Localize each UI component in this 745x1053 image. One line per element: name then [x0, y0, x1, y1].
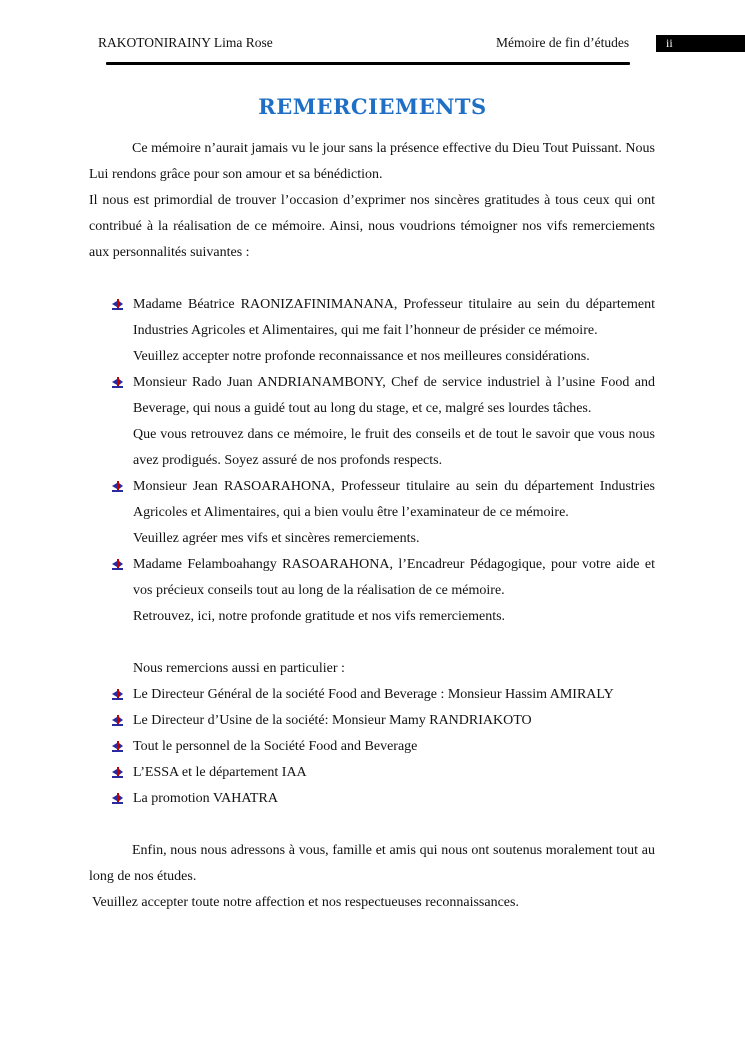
spacer: [89, 630, 655, 656]
list-item: [89, 760, 655, 786]
thanked-entity: L’ESSA et le département IAA: [133, 765, 307, 780]
document-body: [89, 136, 655, 916]
person-description: Monsieur Jean RASOARAHONA, Professeur titulaire au sein du département Industries Agricoles et Alimentaires, qui a bien voulu être l’examinateur de ce mémoire.: [133, 479, 655, 520]
person-description: Monsieur Rado Juan ANDRIANAMBONY, Chef de service industriel à l’usine Food and Beverage, qui nous a guidé tout au long du stage, et ce, malgré ses lourdes tâches.: [133, 375, 655, 416]
page-title: REMERCIEMENTS: [258, 94, 487, 119]
person-note: Veuillez accepter notre profonde reconnaissance et nos meilleures considérations.: [133, 349, 590, 364]
list-item: [89, 474, 655, 552]
thanked-entity: Le Directeur d’Usine de la société: Monsieur Mamy RANDRIAKOTO: [133, 713, 532, 728]
also-thanked-list: [89, 682, 655, 812]
list-item: [89, 552, 655, 630]
thanked-entity: Tout le personnel de la Société Food and Beverage: [133, 739, 418, 754]
thanked-entity: La promotion VAHATRA: [133, 791, 278, 806]
person-description: Madame Felamboahangy RASOARAHONA, l’Encadreur Pédagogique, pour votre aide et vos précieux conseils tout au long de la réalisation de ce mémoire.: [133, 557, 655, 598]
bullet-arrow-icon: [111, 480, 124, 493]
list-item: [89, 370, 655, 474]
header-rule: [106, 62, 630, 65]
person-description: Madame Béatrice RAONIZAFINIMANANA, Professeur titulaire au sein du département Industries Agricoles et Alimentaires, qui me fait l’honneur de présider ce mémoire.: [133, 297, 655, 338]
list-item: [89, 786, 655, 812]
person-note: Que vous retrouvez dans ce mémoire, le fruit des conseils et de tout le savoir que vous nous avez prodigués. Soyez assuré de nos profonds respects.: [133, 427, 655, 468]
also-intro: Nous remercions aussi en particulier :: [133, 661, 345, 676]
list-item: [89, 682, 655, 708]
page-number: ii: [666, 36, 673, 50]
bullet-arrow-icon: [111, 376, 124, 389]
person-note: Retrouvez, ici, notre profonde gratitude et nos vifs remerciements.: [133, 609, 506, 624]
person-note: Veuillez agréer mes vifs et sincères remerciements.: [133, 531, 420, 546]
header-document-title: Mémoire de fin d’études: [496, 35, 630, 50]
bullet-arrow-icon: [111, 792, 124, 805]
page-number-badge: [656, 35, 745, 52]
intro-paragraph-2: Il nous est primordial de trouver l’occasion d’exprimer nos sincères gratitudes à tous ceux qui ont contribué à la réalisation de ce mémoire. Ainsi, nous voudrions témoigner nos vifs remerciements aux personnalités suivantes :: [89, 193, 655, 260]
list-item: [89, 292, 655, 370]
bullet-arrow-icon: [111, 740, 124, 753]
closing-paragraph-2: Veuillez accepter toute notre affection et nos respectueuses reconnaissances.: [92, 895, 519, 910]
bullet-arrow-icon: [111, 558, 124, 571]
bullet-arrow-icon: [111, 714, 124, 727]
list-item: [89, 734, 655, 760]
closing-paragraph-1: Enfin, nous nous adressons à vous, famille et amis qui nous ont soutenus moralement tout au long de nos études.: [89, 843, 655, 884]
bullet-arrow-icon: [111, 766, 124, 779]
spacer: [89, 266, 655, 292]
header-author: RAKOTONIRAINY Lima Rose: [98, 35, 273, 50]
spacer: [89, 812, 655, 838]
thanked-entity: Le Directeur Général de la société Food and Beverage : Monsieur Hassim AMIRALY: [133, 687, 614, 702]
list-item: [89, 708, 655, 734]
bullet-arrow-icon: [111, 688, 124, 701]
intro-paragraph-1: Ce mémoire n’aurait jamais vu le jour sans la présence effective du Dieu Tout Puissant. Nous Lui rendons grâce pour son amour et sa bénédiction.: [89, 141, 655, 182]
bullet-arrow-icon: [111, 298, 124, 311]
acknowledged-persons-list: [89, 292, 655, 630]
